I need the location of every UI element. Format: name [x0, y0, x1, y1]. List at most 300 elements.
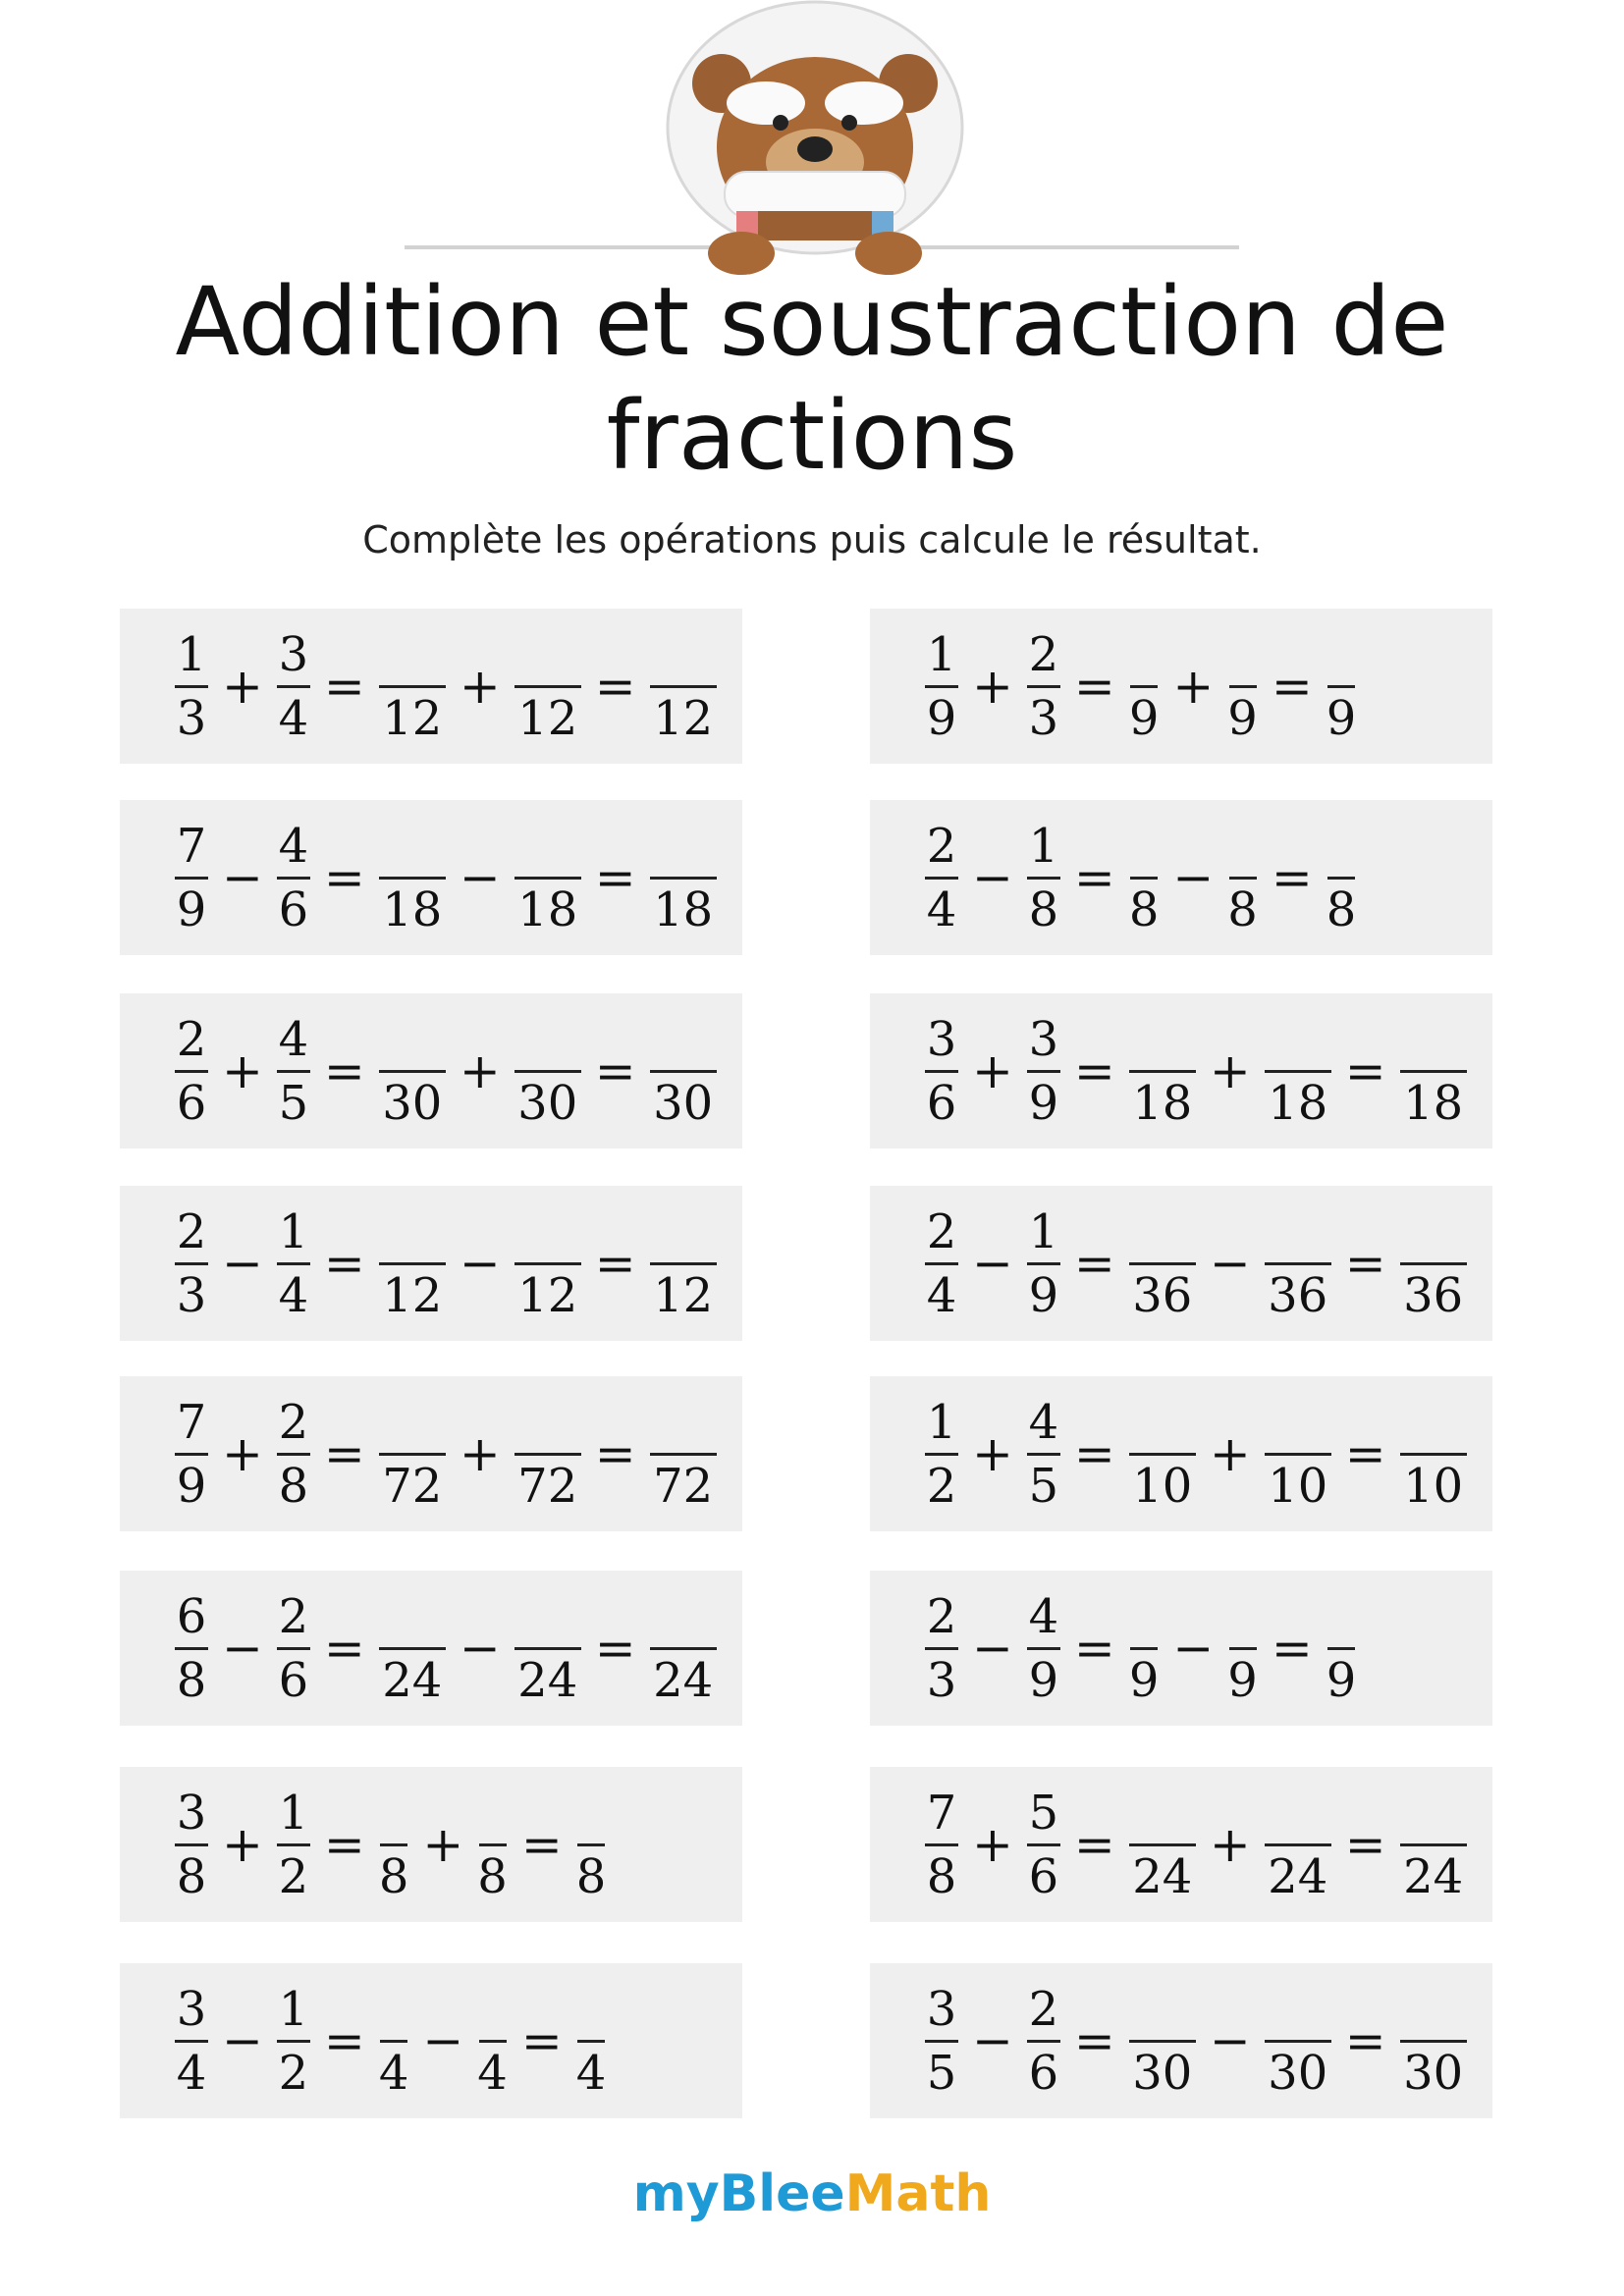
exercise-box — [870, 1571, 1492, 1726]
term-a-denominator: 9 — [926, 690, 957, 746]
answer-b-numerator[interactable] — [477, 1783, 508, 1843]
answer-a-denominator: 72 — [382, 1458, 443, 1514]
answer-a-fraction[interactable] — [379, 1979, 409, 2104]
term-b-numerator: 1 — [278, 1981, 309, 2037]
term-b-numerator: 2 — [1028, 1981, 1059, 2037]
equals-sign: = — [520, 1816, 563, 1873]
term-a-denominator: 3 — [176, 690, 207, 746]
answer-b-fraction[interactable] — [477, 1979, 508, 2104]
answer-a-numerator[interactable] — [1129, 816, 1160, 877]
answer-b-fraction[interactable] — [514, 1392, 581, 1517]
answer-b-denominator: 10 — [1268, 1458, 1328, 1514]
answer-result-denominator: 12 — [653, 1267, 714, 1323]
term-a-fraction — [925, 1009, 958, 1134]
answer-a-fraction[interactable] — [379, 1783, 409, 1907]
equals-sign: = — [1271, 1620, 1313, 1677]
term-a-fraction — [175, 1009, 208, 1134]
answer-b-numerator[interactable] — [1282, 1783, 1313, 1843]
equals-sign: = — [323, 1620, 365, 1677]
term-b-denominator: 2 — [278, 2045, 309, 2101]
answer-a-numerator[interactable] — [398, 1201, 428, 1262]
answer-result-fraction[interactable] — [1400, 1783, 1467, 1907]
term-a-denominator: 8 — [926, 1848, 957, 1904]
answer-b-fraction[interactable] — [514, 816, 581, 940]
answer-result-numerator[interactable] — [1326, 816, 1357, 877]
brand-part-2: Math — [844, 2164, 992, 2223]
term-b-fraction — [1027, 1979, 1060, 2104]
term-a-fraction — [175, 1783, 208, 1907]
term-a-fraction — [925, 816, 958, 940]
term-b-denominator: 9 — [1028, 1075, 1059, 1131]
term-b-denominator: 8 — [1028, 881, 1059, 937]
equals-sign: = — [1344, 2012, 1386, 2069]
answer-a-numerator[interactable] — [1148, 1979, 1178, 2040]
answer-result-fraction[interactable] — [1400, 1201, 1467, 1326]
answer-result-numerator[interactable] — [576, 1783, 607, 1843]
term-a-numerator: 7 — [176, 1394, 207, 1450]
term-a-denominator: 4 — [176, 2045, 207, 2101]
term-a-denominator: 4 — [926, 881, 957, 937]
answer-a-numerator[interactable] — [398, 1392, 428, 1453]
equals-sign: = — [323, 1235, 365, 1292]
term-b-numerator: 3 — [278, 626, 309, 682]
answer-b-fraction[interactable] — [1265, 1009, 1331, 1134]
equals-sign: = — [594, 1235, 636, 1292]
answer-result-fraction[interactable] — [1326, 624, 1357, 749]
equals-sign: = — [1073, 1425, 1115, 1482]
answer-a-denominator: 36 — [1132, 1267, 1193, 1323]
equals-sign: = — [1344, 1816, 1386, 1873]
answer-b-fraction[interactable] — [1265, 1979, 1331, 2104]
fraction-equation — [921, 816, 1360, 940]
answer-a-denominator: 9 — [1128, 1652, 1160, 1708]
equals-sign: = — [1073, 1620, 1115, 1677]
term-b-numerator: 1 — [1028, 818, 1059, 874]
operator-sign: − — [459, 1235, 501, 1292]
answer-result-denominator: 36 — [1403, 1267, 1464, 1323]
term-b-denominator: 4 — [278, 1267, 309, 1323]
equals-sign: = — [1073, 1816, 1115, 1873]
answer-b-denominator: 36 — [1268, 1267, 1328, 1323]
exercise-box — [870, 1767, 1492, 1922]
term-b-fraction — [277, 816, 310, 940]
fraction-equation — [921, 624, 1360, 749]
term-a-denominator: 4 — [926, 1267, 957, 1323]
answer-b-fraction[interactable] — [1227, 1586, 1258, 1711]
term-b-denominator: 6 — [278, 1652, 309, 1708]
term-a-fraction — [175, 1201, 208, 1326]
answer-result-numerator[interactable] — [1326, 1586, 1357, 1647]
exercise-box — [120, 1571, 742, 1726]
operator-sign: − — [459, 1620, 501, 1677]
operator-sign: − — [972, 1235, 1013, 1292]
answer-result-denominator: 8 — [575, 1848, 607, 1904]
equals-sign: = — [323, 658, 365, 715]
exercise-box — [120, 1767, 742, 1922]
exercise-box — [870, 1376, 1492, 1531]
answer-result-numerator[interactable] — [1326, 624, 1357, 685]
term-b-numerator: 4 — [1028, 1588, 1059, 1644]
operator-sign: + — [972, 1816, 1013, 1873]
answer-b-denominator: 4 — [477, 2045, 508, 2101]
answer-a-denominator: 24 — [382, 1652, 443, 1708]
answer-result-denominator: 18 — [1403, 1075, 1464, 1131]
answer-b-numerator[interactable] — [1282, 1392, 1313, 1453]
answer-a-denominator: 18 — [382, 881, 443, 937]
term-a-numerator: 2 — [926, 818, 957, 874]
fraction-equation — [921, 1201, 1471, 1326]
exercise-box — [870, 1186, 1492, 1341]
term-a-numerator: 2 — [926, 1203, 957, 1259]
term-a-denominator: 9 — [176, 881, 207, 937]
term-a-denominator: 6 — [176, 1075, 207, 1131]
answer-a-denominator: 30 — [1132, 2045, 1193, 2101]
operator-sign: + — [459, 1042, 501, 1099]
term-b-fraction — [1027, 1783, 1060, 1907]
equals-sign: = — [1073, 849, 1115, 906]
answer-result-numerator[interactable] — [1418, 1201, 1448, 1262]
equals-sign: = — [323, 849, 365, 906]
answer-a-fraction[interactable] — [379, 1392, 446, 1517]
answer-a-numerator[interactable] — [398, 624, 428, 685]
fraction-equation — [171, 1392, 721, 1517]
term-b-numerator: 4 — [278, 1011, 309, 1067]
answer-a-denominator: 8 — [378, 1848, 409, 1904]
operator-sign: − — [972, 2012, 1013, 2069]
answer-b-numerator[interactable] — [1227, 624, 1258, 685]
answer-a-fraction[interactable] — [379, 624, 446, 749]
operator-sign: − — [222, 1235, 263, 1292]
term-a-denominator: 6 — [926, 1075, 957, 1131]
equals-sign: = — [1073, 1235, 1115, 1292]
term-b-numerator: 3 — [1028, 1011, 1059, 1067]
term-a-fraction — [175, 1979, 208, 2104]
answer-result-fraction[interactable] — [650, 1392, 717, 1517]
term-a-numerator: 2 — [926, 1588, 957, 1644]
equals-sign: = — [323, 1042, 365, 1099]
term-a-denominator: 8 — [176, 1848, 207, 1904]
answer-a-numerator[interactable] — [1148, 1201, 1178, 1262]
answer-a-fraction[interactable] — [1129, 1201, 1196, 1326]
term-a-fraction — [175, 624, 208, 749]
answer-b-denominator: 18 — [1268, 1075, 1328, 1131]
term-b-fraction — [277, 1783, 310, 1907]
answer-a-fraction[interactable] — [379, 1201, 446, 1326]
operator-sign: + — [972, 1425, 1013, 1482]
answer-a-denominator: 30 — [382, 1075, 443, 1131]
term-b-denominator: 5 — [278, 1075, 309, 1131]
answer-b-denominator: 8 — [1227, 881, 1258, 937]
fraction-equation — [171, 1586, 721, 1711]
answer-b-denominator: 24 — [1268, 1848, 1328, 1904]
answer-a-fraction[interactable] — [379, 1009, 446, 1134]
answer-result-numerator[interactable] — [668, 1586, 698, 1647]
term-b-fraction — [1027, 1586, 1060, 1711]
answer-b-denominator: 8 — [477, 1848, 508, 1904]
answer-b-denominator: 18 — [517, 881, 578, 937]
answer-a-numerator[interactable] — [398, 1009, 428, 1070]
answer-b-fraction[interactable] — [1227, 816, 1258, 940]
operator-sign: + — [1172, 658, 1215, 715]
answer-a-numerator[interactable] — [379, 1979, 409, 2040]
answer-b-denominator: 9 — [1227, 1652, 1258, 1708]
answer-a-fraction[interactable] — [1129, 1979, 1196, 2104]
answer-result-numerator[interactable] — [668, 1392, 698, 1453]
answer-a-denominator: 4 — [378, 2045, 409, 2101]
answer-b-numerator[interactable] — [532, 1586, 563, 1647]
answer-b-numerator[interactable] — [532, 1009, 563, 1070]
exercise-box — [870, 1963, 1492, 2118]
term-a-numerator: 3 — [176, 1981, 207, 2037]
answer-a-numerator[interactable] — [1148, 1783, 1178, 1843]
operator-sign: − — [222, 849, 263, 906]
answer-result-fraction[interactable] — [1400, 1009, 1467, 1134]
answer-a-fraction[interactable] — [1129, 624, 1160, 749]
answer-a-denominator: 8 — [1128, 881, 1160, 937]
answer-result-fraction[interactable] — [650, 624, 717, 749]
operator-sign: − — [1209, 2012, 1251, 2069]
answer-b-denominator: 12 — [517, 690, 578, 746]
term-a-fraction — [925, 1586, 958, 1711]
fraction-equation — [921, 1392, 1471, 1517]
term-a-numerator: 1 — [926, 1394, 957, 1450]
answer-result-denominator: 12 — [653, 690, 714, 746]
equals-sign: = — [594, 1425, 636, 1482]
operator-sign: + — [1209, 1042, 1251, 1099]
answer-result-fraction[interactable] — [650, 1586, 717, 1711]
operator-sign: + — [972, 1042, 1013, 1099]
answer-a-fraction[interactable] — [1129, 1009, 1196, 1134]
term-a-denominator: 3 — [176, 1267, 207, 1323]
instruction-text: Complète les opérations puis calcule le résultat. — [362, 518, 1262, 561]
operator-sign: − — [972, 1620, 1013, 1677]
answer-result-fraction[interactable] — [650, 1009, 717, 1134]
answer-result-fraction[interactable] — [650, 1201, 717, 1326]
answer-a-numerator[interactable] — [379, 1783, 409, 1843]
answer-b-numerator[interactable] — [1282, 1201, 1313, 1262]
operator-sign: + — [459, 1425, 501, 1482]
term-a-numerator: 1 — [176, 626, 207, 682]
term-b-fraction — [277, 1009, 310, 1134]
term-a-numerator: 3 — [176, 1785, 207, 1841]
equals-sign: = — [1344, 1042, 1386, 1099]
answer-result-denominator: 30 — [1403, 2045, 1464, 2101]
term-a-fraction — [175, 816, 208, 940]
term-b-fraction — [1027, 1201, 1060, 1326]
answer-b-numerator[interactable] — [1227, 1586, 1258, 1647]
term-a-numerator: 7 — [926, 1785, 957, 1841]
answer-b-fraction[interactable] — [514, 1009, 581, 1134]
term-b-denominator: 6 — [278, 881, 309, 937]
answer-a-numerator[interactable] — [398, 816, 428, 877]
term-b-numerator: 2 — [1028, 626, 1059, 682]
term-a-fraction — [925, 1979, 958, 2104]
operator-sign: + — [1209, 1816, 1251, 1873]
answer-b-numerator[interactable] — [477, 1979, 508, 2040]
answer-result-fraction[interactable] — [1400, 1979, 1467, 2104]
term-a-numerator: 6 — [176, 1588, 207, 1644]
answer-result-numerator[interactable] — [668, 816, 698, 877]
answer-result-numerator[interactable] — [1418, 1979, 1448, 2040]
term-b-denominator: 5 — [1028, 1458, 1059, 1514]
answer-a-fraction[interactable] — [1129, 1783, 1196, 1907]
answer-b-numerator[interactable] — [532, 624, 563, 685]
equals-sign: = — [1271, 849, 1313, 906]
operator-sign: − — [459, 849, 501, 906]
answer-b-fraction[interactable] — [1265, 1783, 1331, 1907]
answer-result-denominator: 18 — [653, 881, 714, 937]
answer-b-numerator[interactable] — [532, 1392, 563, 1453]
answer-result-numerator[interactable] — [668, 624, 698, 685]
answer-result-numerator[interactable] — [1418, 1392, 1448, 1453]
answer-result-denominator: 10 — [1403, 1458, 1464, 1514]
fraction-equation — [171, 1009, 721, 1134]
answer-a-denominator: 12 — [382, 1267, 443, 1323]
term-a-fraction — [175, 1586, 208, 1711]
term-a-denominator: 2 — [926, 1458, 957, 1514]
answer-result-fraction[interactable] — [576, 1783, 607, 1907]
answer-a-numerator[interactable] — [1148, 1392, 1178, 1453]
answer-result-numerator[interactable] — [668, 1009, 698, 1070]
fraction-equation — [171, 1201, 721, 1326]
answer-result-denominator: 8 — [1326, 881, 1357, 937]
answer-result-fraction[interactable] — [576, 1979, 607, 2104]
term-a-numerator: 7 — [176, 818, 207, 874]
term-a-numerator: 2 — [176, 1203, 207, 1259]
term-a-fraction — [925, 1201, 958, 1326]
term-b-denominator: 8 — [278, 1458, 309, 1514]
answer-a-numerator[interactable] — [1129, 624, 1160, 685]
fraction-equation — [921, 1009, 1471, 1134]
term-b-denominator: 6 — [1028, 2045, 1059, 2101]
answer-b-numerator[interactable] — [532, 1201, 563, 1262]
answer-b-numerator[interactable] — [532, 816, 563, 877]
exercise-box — [120, 1376, 742, 1531]
answer-b-fraction[interactable] — [1265, 1201, 1331, 1326]
term-a-denominator: 3 — [926, 1652, 957, 1708]
equals-sign: = — [594, 658, 636, 715]
answer-a-fraction[interactable] — [1129, 816, 1160, 940]
answer-result-numerator[interactable] — [668, 1201, 698, 1262]
answer-result-fraction[interactable] — [1326, 816, 1357, 940]
term-b-denominator: 9 — [1028, 1652, 1059, 1708]
answer-a-numerator[interactable] — [1129, 1586, 1160, 1647]
term-b-fraction — [277, 1979, 310, 2104]
fraction-equation — [921, 1783, 1471, 1907]
answer-a-numerator[interactable] — [1148, 1009, 1178, 1070]
answer-result-denominator: 24 — [653, 1652, 714, 1708]
answer-result-denominator: 72 — [653, 1458, 714, 1514]
fraction-equation — [921, 1979, 1471, 2104]
fraction-equation — [171, 1783, 610, 1907]
fraction-equation — [171, 1979, 610, 2104]
exercise-box — [120, 1186, 742, 1341]
term-b-denominator: 3 — [1028, 690, 1059, 746]
term-b-denominator: 2 — [278, 1848, 309, 1904]
answer-result-numerator[interactable] — [1418, 1009, 1448, 1070]
bear-mascot-icon — [628, 0, 1001, 285]
answer-b-denominator: 24 — [517, 1652, 578, 1708]
answer-b-numerator[interactable] — [1282, 1979, 1313, 2040]
term-a-denominator: 5 — [926, 2045, 957, 2101]
operator-sign: + — [1209, 1425, 1251, 1482]
equals-sign: = — [1073, 658, 1115, 715]
answer-a-denominator: 24 — [1132, 1848, 1193, 1904]
term-b-numerator: 1 — [1028, 1203, 1059, 1259]
term-a-fraction — [175, 1392, 208, 1517]
answer-b-fraction[interactable] — [1265, 1392, 1331, 1517]
term-a-denominator: 8 — [176, 1652, 207, 1708]
operator-sign: − — [1172, 1620, 1215, 1677]
equals-sign: = — [1073, 1042, 1115, 1099]
fraction-equation — [171, 624, 721, 749]
equals-sign: = — [594, 1620, 636, 1677]
answer-a-denominator: 12 — [382, 690, 443, 746]
fraction-equation — [921, 1586, 1360, 1711]
term-b-fraction — [1027, 1009, 1060, 1134]
answer-b-numerator[interactable] — [1282, 1009, 1313, 1070]
term-b-numerator: 1 — [278, 1785, 309, 1841]
answer-b-numerator[interactable] — [1227, 816, 1258, 877]
page-title: Addition et soustraction de fractions — [175, 267, 1449, 491]
equals-sign: = — [1344, 1235, 1386, 1292]
term-b-denominator: 4 — [278, 690, 309, 746]
term-b-fraction — [277, 1586, 310, 1711]
answer-result-fraction[interactable] — [650, 816, 717, 940]
answer-result-numerator[interactable] — [1418, 1783, 1448, 1843]
equals-sign: = — [520, 2012, 563, 2069]
exercise-box — [120, 800, 742, 955]
operator-sign: − — [422, 2012, 464, 2069]
brand-logo — [0, 2164, 1624, 2223]
term-a-numerator: 1 — [926, 626, 957, 682]
term-b-denominator: 9 — [1028, 1267, 1059, 1323]
operator-sign: + — [972, 658, 1013, 715]
answer-b-fraction[interactable] — [514, 1586, 581, 1711]
answer-a-fraction[interactable] — [379, 816, 446, 940]
term-a-fraction — [925, 1783, 958, 1907]
term-b-numerator: 4 — [278, 818, 309, 874]
term-b-numerator: 5 — [1028, 1785, 1059, 1841]
answer-b-fraction[interactable] — [514, 1201, 581, 1326]
term-b-numerator: 4 — [1028, 1394, 1059, 1450]
answer-b-fraction[interactable] — [477, 1783, 508, 1907]
answer-b-denominator: 72 — [517, 1458, 578, 1514]
equals-sign: = — [323, 2012, 365, 2069]
operator-sign: − — [1209, 1235, 1251, 1292]
answer-b-fraction[interactable] — [514, 624, 581, 749]
answer-result-fraction[interactable] — [1400, 1392, 1467, 1517]
equals-sign: = — [594, 849, 636, 906]
exercise-box — [120, 993, 742, 1148]
answer-a-fraction[interactable] — [1129, 1392, 1196, 1517]
answer-result-numerator[interactable] — [576, 1979, 607, 2040]
term-a-denominator: 9 — [176, 1458, 207, 1514]
equals-sign: = — [1271, 658, 1313, 715]
term-b-fraction — [277, 1392, 310, 1517]
answer-b-denominator: 30 — [1268, 2045, 1328, 2101]
term-a-fraction — [925, 1392, 958, 1517]
exercise-box — [120, 1963, 742, 2118]
answer-a-fraction[interactable] — [379, 1586, 446, 1711]
answer-a-fraction[interactable] — [1129, 1586, 1160, 1711]
term-b-numerator: 1 — [278, 1203, 309, 1259]
answer-result-fraction[interactable] — [1326, 1586, 1357, 1711]
answer-b-fraction[interactable] — [1227, 624, 1258, 749]
answer-a-denominator: 18 — [1132, 1075, 1193, 1131]
answer-a-numerator[interactable] — [398, 1586, 428, 1647]
equals-sign: = — [1344, 1425, 1386, 1482]
